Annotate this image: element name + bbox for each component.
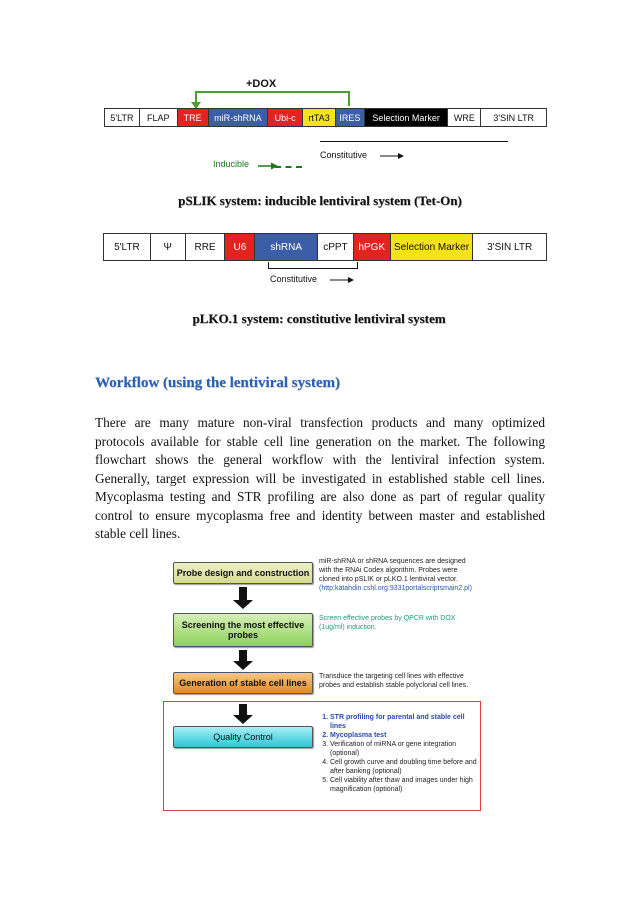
body-paragraph: There are many mature non-viral transfection products and many optimized protocols available for stable cell line generation on the market. The following flowchart shows the general workflow with the lentiviral infection system. Generally, target expression will be investigated in established stable cell lines. Mycoplasma testing and STR profiling are also done as part of regular quality control to ensure mycoplasma free and identity between master and established stable cell lines.: [95, 415, 545, 541]
vector-segment: cPPT: [318, 234, 354, 260]
vector-segment: WRE: [448, 109, 481, 126]
inducible-dashed-line: [275, 166, 302, 168]
workflow-flowchart: [165, 553, 485, 813]
note-probe-design: [319, 557, 479, 593]
vector-segment: 3'SIN LTR: [473, 234, 546, 260]
vector-segment: RRE: [186, 234, 226, 260]
qc-item: 4. Cell growth curve and doubling time before and after banking (optional): [330, 758, 479, 776]
qc-item: 1. STR profiling for parental and stable cell lines: [330, 713, 479, 731]
constitutive-bracket-line: [320, 141, 508, 142]
right-arrow-icon: [330, 277, 354, 283]
vector-segment: Ψ: [151, 234, 186, 260]
vector-segment: hPGK: [354, 234, 391, 260]
vector-segment: Ubi-c: [268, 109, 303, 126]
down-arrow-icon: [233, 587, 253, 609]
constitutive-bracket: [268, 262, 358, 269]
flow-step-screening: Screening the most effective probes: [173, 613, 313, 647]
note-quality-control: [319, 713, 479, 794]
qc-item: 3. Verification of miRNA or gene integration (optional): [330, 740, 479, 758]
vector-segment: Selection Marker: [365, 109, 449, 126]
pslik-vector-bar: [104, 108, 547, 127]
note-probe-design-text: miR-shRNA or shRNA sequences are designed with the RNAi Codex algorithm. Probes were cloned into pSLIK or pLKO.1 lentiviral vector.: [319, 558, 466, 583]
qc-item: 2. Mycoplasma test: [330, 731, 479, 740]
qc-item: 5. Cell viability after thaw and images under high magnification (optional): [330, 776, 479, 794]
pslik-diagram: [0, 0, 638, 180]
constitutive-label: Constitutive: [320, 150, 368, 160]
note-probe-design-url: (http:katahdin.cshl.org:9331portalscriptsmain2.pl): [319, 585, 472, 592]
flow-step-probe-design: Probe design and construction: [173, 562, 313, 584]
plko-vector-bar: [103, 233, 547, 261]
vector-segment: TRE: [178, 109, 209, 126]
flow-step-quality-control: Quality Control: [173, 726, 313, 748]
dox-bracket-line: [195, 91, 349, 93]
vector-segment: 3'SIN LTR: [481, 109, 546, 126]
vector-segment: FLAP: [140, 109, 178, 126]
constitutive-label-2: Constitutive: [270, 274, 318, 284]
plko-caption: pLKO.1 system: constitutive lentiviral system: [192, 311, 446, 326]
section-heading: Workflow (using the lentiviral system): [95, 375, 340, 391]
down-arrow-icon: [233, 704, 253, 724]
right-arrow-icon: [380, 153, 404, 159]
vector-segment: 5'LTR: [104, 234, 151, 260]
note-generation: Transduce the targeting cell lines with effective probes and establish stable polyclonal cell lines.: [319, 673, 469, 689]
pslik-caption: [0, 193, 638, 209]
vector-segment: 5'LTR: [105, 109, 140, 126]
dox-label: +DOX: [246, 78, 277, 90]
inducible-label: Inducible: [213, 159, 250, 169]
vector-segment: shRNA: [255, 234, 318, 260]
flow-step-generation: Generation of stable cell lines: [173, 672, 313, 694]
pslik-caption-text: pSLIK system: inducible lentiviral system (Tet-On): [178, 193, 462, 208]
note-screening: Screen effective probes by QPCR with DOX (1ug/ml) induction.: [319, 615, 456, 631]
vector-segment: IRES: [336, 109, 365, 126]
dox-bracket-right: [348, 91, 350, 106]
vector-segment: rtTA3: [303, 109, 336, 126]
down-arrow-icon: [233, 650, 253, 670]
vector-segment: Selection Marker: [391, 234, 474, 260]
vector-segment: U6: [225, 234, 255, 260]
vector-segment: miR-shRNA: [209, 109, 269, 126]
